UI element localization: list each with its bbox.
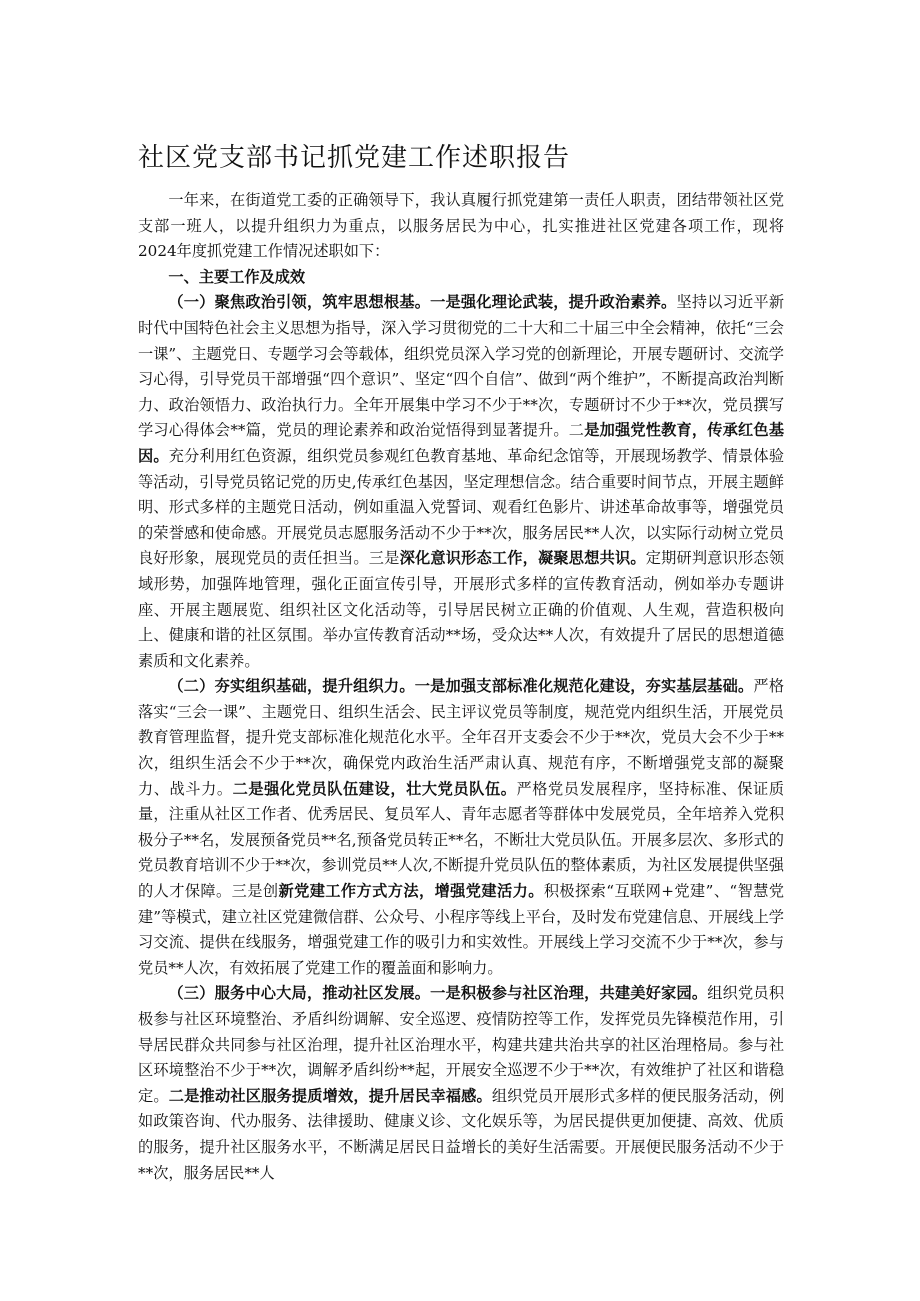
paragraph-text: 组织党员开展形式多样的便民服务活动，例如政策咨询、代办服务、法律援助、健康义诊、文化娱乐等，为居民提供更加便捷、高效、优质的服务，提升社区服务水平，不断满足居民日益增长的美好生活需要。开展便民服务活动不少于**次，服务居民**人 — [138, 1086, 785, 1182]
subheading-organization-foundation: （二）夯实组织基础，提升组织力。一是加强支部标准化规范化建设，夯实基层基础。 — [168, 677, 754, 696]
document-title: 社区党支部书记抓党建工作述职报告 — [138, 143, 571, 173]
document-page — [138, 140, 784, 1186]
paragraph-text: 定期研判意识形态领域形势，加强阵地管理，强化正面宣传引导，开展形式多样的宣传教育活动，例如举办专题讲座、开展主题展览、组织社区文化活动等，引导居民树立正确的价值观、人生观，营造积极向上、健康和谐的社区氛围。举办宣传教育活动**场，受众达**人次，有效提升了居民的思想道德素质和文化素养。 — [138, 549, 785, 670]
subheading-ideology: 深化意识形态工作，凝聚思想共识。 — [399, 549, 646, 568]
paragraph-text: 严格落实“三会一课”、主题党日、组织生活会、民主评议党员等制度，规范党内组织生活，开展党员教育管理监督，提升党支部标准化规范化水平。全年召开支委会不少于**次，党员大会不少于**次，组织生活会不少于**次，确保党内政治生活严肃认真、规范有序，不断增强党支部的凝聚力、战斗力。 — [138, 677, 785, 798]
paragraph-text: 积极探索“互联网+党建”、“智慧党建”等模式，建立社区党建微信群、公众号、小程序等线上平台，及时发布党建信息、开展线上学习交流、提供在线服务，增强党建工作的吸引力和实效性。开展线上学习交流不少于**次，参与党员**人次，有效拓展了党建工作的覆盖面和影响力。 — [138, 882, 785, 977]
subheading-community-development: （三）服务中心大局，推动社区发展。一是积极参与社区治理，共建美好家园。 — [168, 984, 708, 1003]
paragraph-organization-foundation — [138, 674, 784, 981]
subheading-community-service: 二是推动社区服务提质增效，提升居民幸福感。 — [168, 1086, 492, 1105]
paragraph-text: 组织党员积极参与社区环境整治、矛盾纠纷调解、安全巡逻、疫情防控等工作，发挥党员先锋模范作用，引导居民群众共同参与社区治理，提升社区治理水平，构建共建共治共享的社区治理格局。参与社区环境整治不少于**次，调解矛盾纠纷**起，开展安全巡逻不少于**次，有效维护了社区和谐稳定。 — [138, 984, 785, 1105]
subheading-member-team: 二是强化党员队伍建设，壮大党员队伍。 — [232, 779, 517, 798]
intro-paragraph: 一年来，在街道党工委的正确领导下，我认真履行抓党建第一责任人职责，团结带领社区党支部一班人，以提升组织力为重点，以服务居民为中心，扎实推进社区党建各项工作，现将2024年度抓党建工作情况述职如下： — [138, 191, 784, 261]
paragraph-text: 充分利用红色资源，组织党员参观红色教育基地、革命纪念馆等，开展现场教学、情景体验等活动，引导党员铭记党的历史,传承红色基因，坚定理想信念。结合重要时间节点，开展主题鲜明、形式多样的主题党日活动，例如重温入党誓词、观看红色影片、讲述革命故事等，增强党员的荣誉感和使命感。开展党员志愿服务活动不少于**次，服务居民**人次，以实际行动树立党员良好形象，展现党员的责任担当。三是 — [138, 446, 785, 568]
subheading-party-spirit: 是加强党性教育，传承红色基因。 — [138, 421, 785, 465]
section-heading-main-work: 一、主要工作及成效 — [168, 267, 306, 286]
paragraph-community-development — [138, 981, 784, 1186]
paragraph-political-guidance — [138, 290, 784, 674]
paragraph-text: 坚持以习近平新时代中国特色社会主义思想为指导，深入学习贯彻党的二十大和二十届三中全会精神，依托“三会一课”、主题党日、专题学习会等载体，组织党员深入学习党的创新理论，开展专题研讨、交流学习心得，引导党员干部增强“四个意识”、坚定“四个自信”、做到“两个维护”，不断提高政治判断力、政治领悟力、政治执行力。全年开展集中学习不少于**次，专题研讨不少于**次，党员撰写学习心得体会**篇，党员的理论素养和政治觉悟得到显著提升。二 — [138, 293, 785, 440]
paragraph-text: 严格党员发展程序，坚持标准、保证质量，注重从社区工作者、优秀居民、复员军人、青年志愿者等群体中发展党员，全年培养入党积极分子**名，发展预备党员**名,预备党员转正**名，不断壮大党员队伍。开展多层次、多形式的党员教育培训不少于**次，参训党员**人次,不断提升党员队伍的整体素质，为社区发展提供坚强的人才保障。三是创 — [138, 779, 785, 901]
subheading-political-guidance: （一）聚焦政治引领，筑牢思想根基。一是强化理论武装，提升政治素养。 — [168, 293, 677, 312]
subheading-innovation: 新党建工作方式方法，增强党建活力。 — [278, 882, 544, 901]
